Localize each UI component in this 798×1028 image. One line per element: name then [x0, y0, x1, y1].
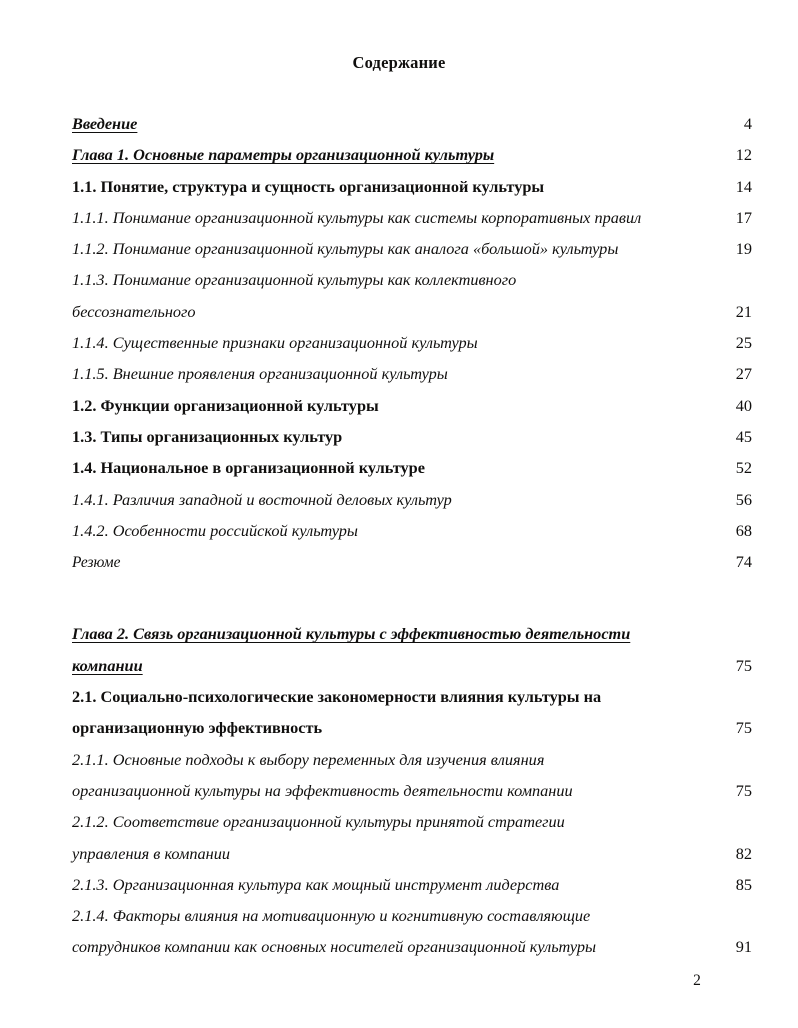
toc-entry-page-number: 75 [735, 780, 752, 800]
toc-entry-page-number: 4 [743, 114, 752, 133]
toc-entry-chapter-2[interactable] [72, 650, 752, 681]
toc-entry-sub-1-1-1[interactable] [72, 202, 752, 233]
toc-entry-page-number: 74 [735, 552, 752, 572]
toc-entry-sub-1-1-4[interactable] [72, 327, 752, 358]
toc-entry-label: организационной культуры на эффективность деятельности компании [72, 780, 573, 800]
toc-entry-label: 1.1.3. Понимание организационной культуры как коллективного [72, 270, 517, 290]
toc-entry-page-number: 14 [735, 176, 752, 196]
toc-entry-sub-1-4-1[interactable] [72, 484, 752, 515]
toc-entry-section-1-1[interactable] [72, 171, 752, 202]
toc-entry-label: организационную эффективность [72, 718, 323, 738]
toc-entry-sub-1-4-2[interactable] [72, 515, 752, 546]
toc-entry-label: Глава 2. Связь организационной культуры с эффективностью деятельности [72, 624, 631, 644]
toc-entry-label: сотрудников компании как основных носителей организационной культуры [72, 937, 597, 957]
toc-entry-sub-2-1-4[interactable] [72, 931, 752, 962]
toc-entry-page-number: 75 [735, 655, 752, 675]
toc-entry-page-number: 68 [735, 520, 752, 540]
toc-entry-label: Глава 1. Основные параметры организационной культуры [72, 145, 495, 165]
toc-entry-sub-1-1-3[interactable] [72, 296, 752, 327]
toc-entry-section-2-1[interactable] [72, 712, 752, 743]
toc-entry-page-number: 45 [735, 426, 752, 446]
toc-entry-label: 1.1.1. Понимание организационной культуры как системы корпоративных правил [72, 207, 642, 227]
toc-entry-sub-2-1-2[interactable] [72, 838, 752, 869]
toc-entry-label: управления в компании [72, 843, 230, 863]
toc-entry-label: 2.1.3. Организационная культура как мощный инструмент лидерства [72, 874, 560, 894]
toc-entry-label: 1.3. Типы организационных культур [72, 426, 343, 446]
toc-entry-sub-1-1-5[interactable] [72, 358, 752, 389]
toc-entry-label: 1.1.4. Существенные признаки организационной культуры [72, 333, 478, 353]
toc-entry-section-1-2[interactable] [72, 390, 752, 421]
toc-entry-label: Введение [72, 114, 138, 133]
toc-entry-sub-2-1-2[interactable] [72, 806, 752, 837]
toc-entry-page-number: 75 [735, 718, 752, 738]
toc-entry-label: компании [72, 655, 143, 675]
toc-entry-page-number: 85 [735, 874, 752, 894]
toc-entry-sub-2-1-1[interactable] [72, 744, 752, 775]
toc-entry-page-number: 17 [735, 207, 752, 227]
toc-entry-page-number: 12 [735, 145, 752, 165]
toc-entry-label: Резюме [72, 554, 121, 572]
toc-entry-label: 1.1.2. Понимание организационной культуры как аналога «большой» культуры [72, 239, 619, 259]
toc-entry-page-number: 21 [735, 301, 752, 321]
toc-entry-label: 1.1. Понятие, структура и сущность организационной культуры [72, 176, 545, 196]
toc-entry-sub-2-1-1[interactable] [72, 775, 752, 806]
toc-entry-section-2-1[interactable] [72, 681, 752, 712]
toc-entry-label: 1.4.2. Особенности российской культуры [72, 520, 358, 540]
page-title: Содержание [352, 53, 446, 72]
table-of-contents [72, 108, 752, 963]
toc-entry-page-number: 19 [735, 239, 752, 259]
toc-entry-sub-1-1-2[interactable] [72, 233, 752, 264]
toc-gap [72, 578, 752, 618]
toc-entry-sub-2-1-3[interactable] [72, 869, 752, 900]
folio-number: 2 [693, 972, 701, 989]
toc-entry-section-1-3[interactable] [72, 421, 752, 452]
toc-entry-sub-2-1-4[interactable] [72, 900, 752, 931]
toc-entry-chapter-2[interactable] [72, 618, 752, 649]
toc-entry-page-number: 25 [735, 333, 752, 353]
toc-entry-label: 1.4. Национальное в организационной культуре [72, 458, 425, 478]
toc-entry-label: 2.1.4. Факторы влияния на мотивационную и когнитивную составляющие [72, 906, 591, 926]
toc-entry-page-number: 82 [735, 843, 752, 863]
toc-entry-page-number: 56 [735, 489, 752, 509]
toc-entry-page-number: 40 [735, 395, 752, 415]
toc-entry-label: 2.1. Социально-психологические закономерности влияния культуры на [72, 687, 602, 707]
toc-entry-introduction[interactable] [72, 108, 752, 139]
toc-entry-page-number: 27 [735, 364, 752, 384]
toc-entry-section-1-4[interactable] [72, 452, 752, 483]
toc-entry-resume-1[interactable] [72, 546, 752, 578]
toc-entry-chapter-1[interactable] [72, 139, 752, 170]
toc-entry-label: 2.1.2. Соответствие организационной культуры принятой стратегии [72, 812, 565, 832]
toc-entry-label: бессознательного [72, 301, 196, 321]
toc-entry-label: 2.1.1. Основные подходы к выбору переменных для изучения влияния [72, 749, 545, 769]
folio [0, 972, 798, 990]
toc-entry-page-number: 52 [735, 458, 752, 478]
toc-entry-label: 1.4.1. Различия западной и восточной деловых культур [72, 489, 452, 509]
toc-entry-page-number: 91 [735, 937, 752, 957]
toc-entry-label: 1.1.5. Внешние проявления организационной культуры [72, 364, 448, 384]
toc-entry-label: 1.2. Функции организационной культуры [72, 395, 379, 415]
toc-entry-sub-1-1-3[interactable] [72, 264, 752, 295]
